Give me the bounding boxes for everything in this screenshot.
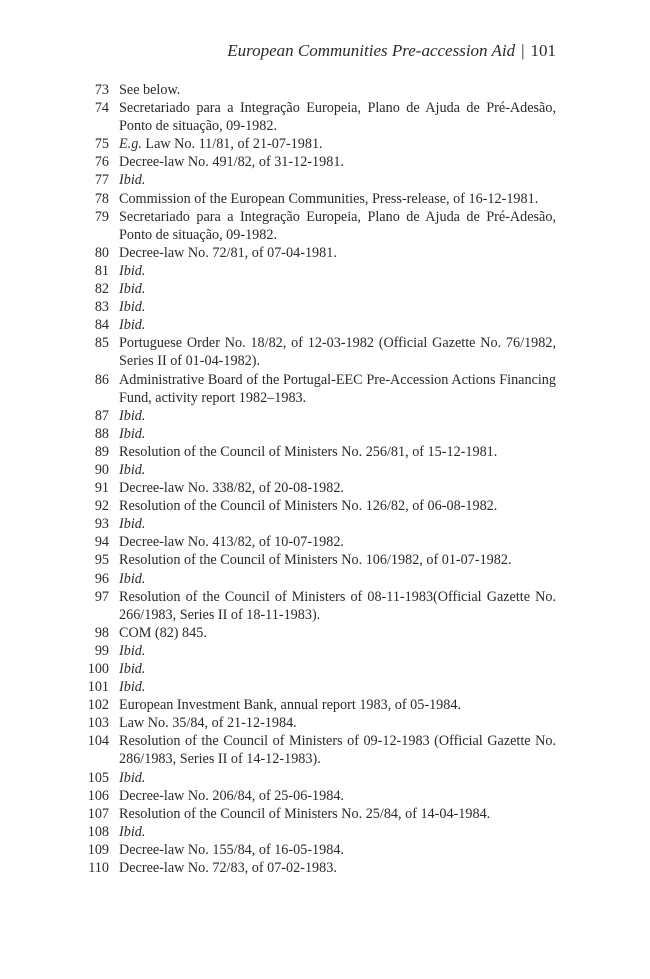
endnote-text: Decree-law No. 72/81, of 07-04-1981. xyxy=(119,244,337,261)
endnote-87 xyxy=(0,407,556,425)
endnote-text: Decree-law No. 413/82, of 10-07-1982. xyxy=(119,534,344,551)
endnote-number: 96 xyxy=(94,570,109,587)
endnote-102 xyxy=(0,696,556,714)
endnote-text: Ibid. xyxy=(119,642,146,659)
endnotes-list xyxy=(0,81,650,877)
endnote-text: Ibid. xyxy=(119,461,146,478)
endnote-text: Resolution of the Council of Ministers No. 25/84, of 14-04-1984. xyxy=(119,805,491,822)
endnote-text: European Investment Bank, annual report 1983, of 05-1984. xyxy=(119,697,461,714)
endnote-91 xyxy=(0,479,556,497)
endnote-84 xyxy=(0,316,556,334)
endnote-text: Secretariado para a Integração Europeia, Plano de Ajuda de Pré-Adesão, Ponto de situação, 09-1982. xyxy=(119,100,556,135)
endnote-81 xyxy=(0,262,556,280)
endnote-99 xyxy=(0,642,556,660)
endnote-text: Ibid. xyxy=(119,516,146,533)
running-head-separator: | xyxy=(521,41,525,60)
endnote-number: 109 xyxy=(87,841,109,858)
endnote-number: 87 xyxy=(94,407,109,424)
endnote-text: Commission of the European Communities, Press-release, of 16-12-1981. xyxy=(119,190,539,207)
endnote-107 xyxy=(0,805,556,823)
endnote-text: Decree-law No. 155/84, of 16-05-1984. xyxy=(119,841,344,858)
endnote-90 xyxy=(0,461,556,479)
endnote-85 xyxy=(0,334,556,370)
endnote-105 xyxy=(0,769,556,787)
endnote-75 xyxy=(0,135,556,153)
endnote-number: 101 xyxy=(87,679,109,696)
endnote-number: 102 xyxy=(87,697,109,714)
endnote-number: 110 xyxy=(88,860,109,877)
endnote-text: Ibid. xyxy=(119,425,146,442)
endnote-text: Administrative Board of the Portugal-EEC Pre-Accession Actions Financing Fund, activity report 1982–1983. xyxy=(119,371,556,406)
endnote-89 xyxy=(0,443,556,461)
endnote-78 xyxy=(0,190,556,208)
endnote-number: 104 xyxy=(87,733,109,750)
endnote-text: Law No. 35/84, of 21-12-1984. xyxy=(119,715,297,732)
endnote-text: Decree-law No. 491/82, of 31-12-1981. xyxy=(119,154,344,171)
endnote-95 xyxy=(0,551,556,569)
endnote-text: Ibid. xyxy=(119,407,146,424)
endnote-number: 94 xyxy=(94,534,109,551)
endnote-80 xyxy=(0,244,556,262)
endnote-number: 99 xyxy=(94,642,109,659)
endnote-number: 107 xyxy=(87,805,109,822)
endnote-88 xyxy=(0,425,556,443)
endnote-98 xyxy=(0,624,556,642)
endnote-number: 108 xyxy=(87,823,109,840)
endnote-108 xyxy=(0,823,556,841)
endnote-text xyxy=(119,135,556,153)
endnote-101 xyxy=(0,678,556,696)
endnote-text: Resolution of the Council of Ministers No. 256/81, of 15-12-1981. xyxy=(119,443,498,460)
endnote-text: Decree-law No. 206/84, of 25-06-1984. xyxy=(119,787,344,804)
endnote-number: 100 xyxy=(87,661,109,677)
endnote-text: Ibid. xyxy=(119,823,146,840)
page-number: 101 xyxy=(530,41,556,60)
endnote-number: 82 xyxy=(94,281,109,298)
endnote-text: See below. xyxy=(119,82,181,98)
endnote-number: 106 xyxy=(87,787,109,804)
endnote-text: Decree-law No. 338/82, of 20-08-1982. xyxy=(119,480,344,497)
endnote-text: Ibid. xyxy=(119,281,146,298)
endnote-83 xyxy=(0,298,556,316)
endnote-number: 105 xyxy=(87,769,109,786)
endnote-77 xyxy=(0,171,556,189)
endnote-number: 81 xyxy=(94,262,109,279)
endnote-110 xyxy=(0,859,556,877)
endnote-93 xyxy=(0,515,556,533)
endnote-76 xyxy=(0,153,556,171)
endnote-number: 90 xyxy=(94,461,109,478)
endnote-text: Ibid. xyxy=(119,172,146,189)
endnote-number: 80 xyxy=(94,244,109,261)
endnote-number: 88 xyxy=(94,425,109,442)
endnote-number: 74 xyxy=(94,100,109,117)
endnote-94 xyxy=(0,533,556,551)
endnote-number: 77 xyxy=(94,172,109,189)
endnote-79 xyxy=(0,208,556,244)
endnote-104 xyxy=(0,732,556,768)
running-head xyxy=(0,40,556,62)
endnote-number: 98 xyxy=(94,624,109,641)
endnote-text: Decree-law No. 72/83, of 07-02-1983. xyxy=(119,860,337,877)
endnote-text: Ibid. xyxy=(119,317,146,334)
endnote-82 xyxy=(0,280,556,298)
endnote-text: Resolution of the Council of Ministers No. 126/82, of 06-08-1982. xyxy=(119,498,498,515)
endnote-number: 86 xyxy=(94,371,109,388)
endnote-96 xyxy=(0,570,556,588)
endnote-number: 73 xyxy=(94,82,109,98)
endnote-97 xyxy=(0,588,556,624)
endnote-100 xyxy=(0,660,556,678)
endnote-text: Portuguese Order No. 18/82, of 12-03-1982 (Official Gazette No. 76/1982, Series II of 01-04-1982). xyxy=(119,335,556,370)
endnote-prefix: E.g. xyxy=(119,136,142,153)
endnote-103 xyxy=(0,714,556,732)
endnote-text: Resolution of the Council of Ministers No. 106/1982, of 01-07-1982. xyxy=(119,552,512,569)
endnote-text: COM (82) 845. xyxy=(119,624,207,641)
endnote-number: 92 xyxy=(94,498,109,515)
endnote-73 xyxy=(0,81,556,99)
endnote-text: Ibid. xyxy=(119,262,146,279)
endnote-number: 89 xyxy=(94,443,109,460)
running-head-title: European Communities Pre-accession Aid xyxy=(227,41,516,60)
endnote-74 xyxy=(0,99,556,135)
endnote-number: 76 xyxy=(94,154,109,171)
endnote-number: 78 xyxy=(94,190,109,207)
endnote-body: Law No. 11/81, of 21-07-1981. xyxy=(141,136,323,153)
endnote-number: 97 xyxy=(94,588,109,605)
endnote-text: Resolution of the Council of Ministers of 09-12-1983 (Official Gazette No. 286/1983, Series II of 14-12-1983). xyxy=(119,733,556,768)
endnote-text: Ibid. xyxy=(119,661,146,677)
endnote-number: 103 xyxy=(87,715,109,732)
endnote-text: Ibid. xyxy=(119,769,146,786)
endnote-text: Ibid. xyxy=(119,299,146,316)
endnote-number: 79 xyxy=(94,208,109,225)
endnote-106 xyxy=(0,787,556,805)
endnote-109 xyxy=(0,841,556,859)
endnote-number: 75 xyxy=(94,136,109,153)
endnote-number: 91 xyxy=(94,480,109,497)
endnote-number: 84 xyxy=(94,317,109,334)
endnote-text: Resolution of the Council of Ministers of 08-11-1983(Official Gazette No. 266/1983, Series II of 18-11-1983). xyxy=(119,588,556,623)
endnote-number: 93 xyxy=(94,516,109,533)
endnote-text: Secretariado para a Integração Europeia, Plano de Ajuda de Pré-Adesão, Ponto de situação, 09-1982. xyxy=(119,208,556,243)
endnote-number: 95 xyxy=(94,552,109,569)
endnote-number: 85 xyxy=(94,335,109,352)
endnote-text: Ibid. xyxy=(119,679,146,696)
endnote-number: 83 xyxy=(94,299,109,316)
endnote-92 xyxy=(0,497,556,515)
endnote-text: Ibid. xyxy=(119,570,146,587)
endnote-86 xyxy=(0,371,556,407)
